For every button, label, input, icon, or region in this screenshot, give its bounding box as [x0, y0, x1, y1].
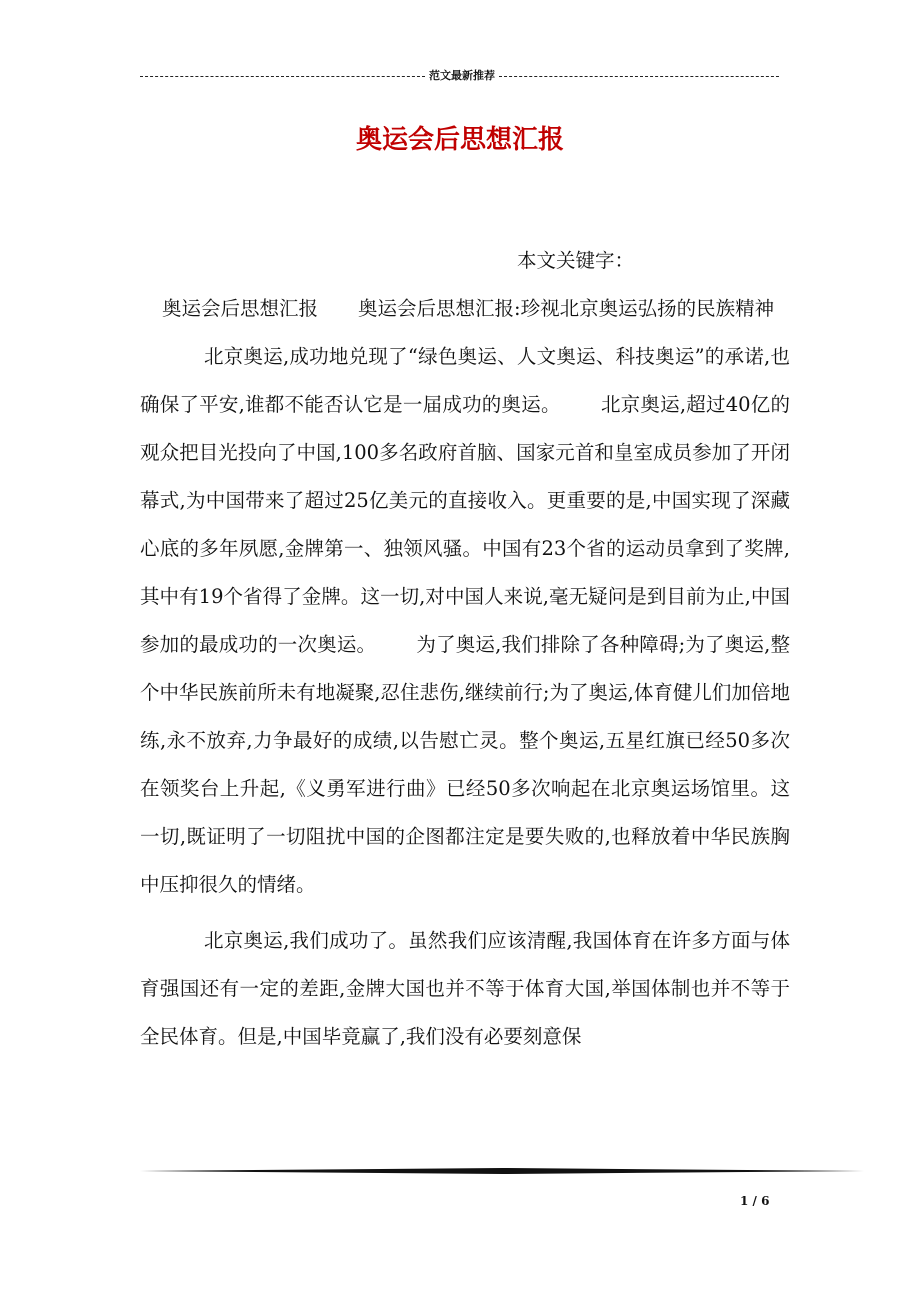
paragraph: [140, 333, 790, 909]
keyword-label: 本文关键字：: [517, 249, 635, 272]
footer-divider: [140, 1168, 864, 1174]
header-dash-right: [499, 76, 780, 77]
header-rule: [140, 68, 780, 84]
keyword-item: 奥运会后思想汇报:珍视北京奥运弘扬的民族精神: [358, 297, 775, 320]
keyword-item: 奥运会后思想汇报: [162, 297, 319, 320]
paragraph-sentence: 北京奥运,超过40亿的观众把目光投向了中国,100多名政府首脑、国家元首和皇室成员参加了开闭幕式,为中国带来了超过25亿美元的直接收入。更重要的是,中国实现了深藏心底的多年夙愿,金牌第一、独领风骚。中国有23个省的运动员拿到了奖牌,其中有19个省得了金牌。这一切,对中国人来说,毫无疑问是到目前为止,中国参加的最成功的一次奥运。: [140, 393, 791, 656]
document-body: [140, 237, 790, 1069]
paragraph-sentence: 为了奥运,我们排除了各种障碍;为了奥运,整个中华民族前所未有地凝聚,忍住悲伤,继续前行;为了奥运,体育健儿们加倍地练,永不放弃,力争最好的成绩,以告慰亡灵。整个奥运,五星红旗已经50多次在领奖台上升起,《义勇军进行曲》已经50多次响起在北京奥运场馆里。这一切,既证明了一切阻扰中国的企图都注定是要失败的,也释放着中华民族胸中压抑很久的情绪。: [140, 633, 790, 896]
paragraph-sentence: 北京奥运,成功地兑现了“绿色奥运、人文奥运、科技奥运”的承诺,也确保了平安,谁都不能否认它是一届成功的奥运。: [140, 345, 790, 416]
header-label: 范文最新推荐: [429, 69, 495, 82]
header-dash-left: [140, 76, 425, 77]
keywords-line: [140, 285, 790, 333]
paragraph: 北京奥运,我们成功了。虽然我们应该清醒,我国体育在许多方面与体育强国还有一定的差距,金牌大国也并不等于体育大国,举国体制也并不等于全民体育。但是,中国毕竟赢了,我们没有必要刻意保: [140, 929, 790, 1048]
page-number: 1 / 6: [740, 1194, 770, 1208]
document-title: 奥运会后思想汇报: [355, 125, 564, 155]
